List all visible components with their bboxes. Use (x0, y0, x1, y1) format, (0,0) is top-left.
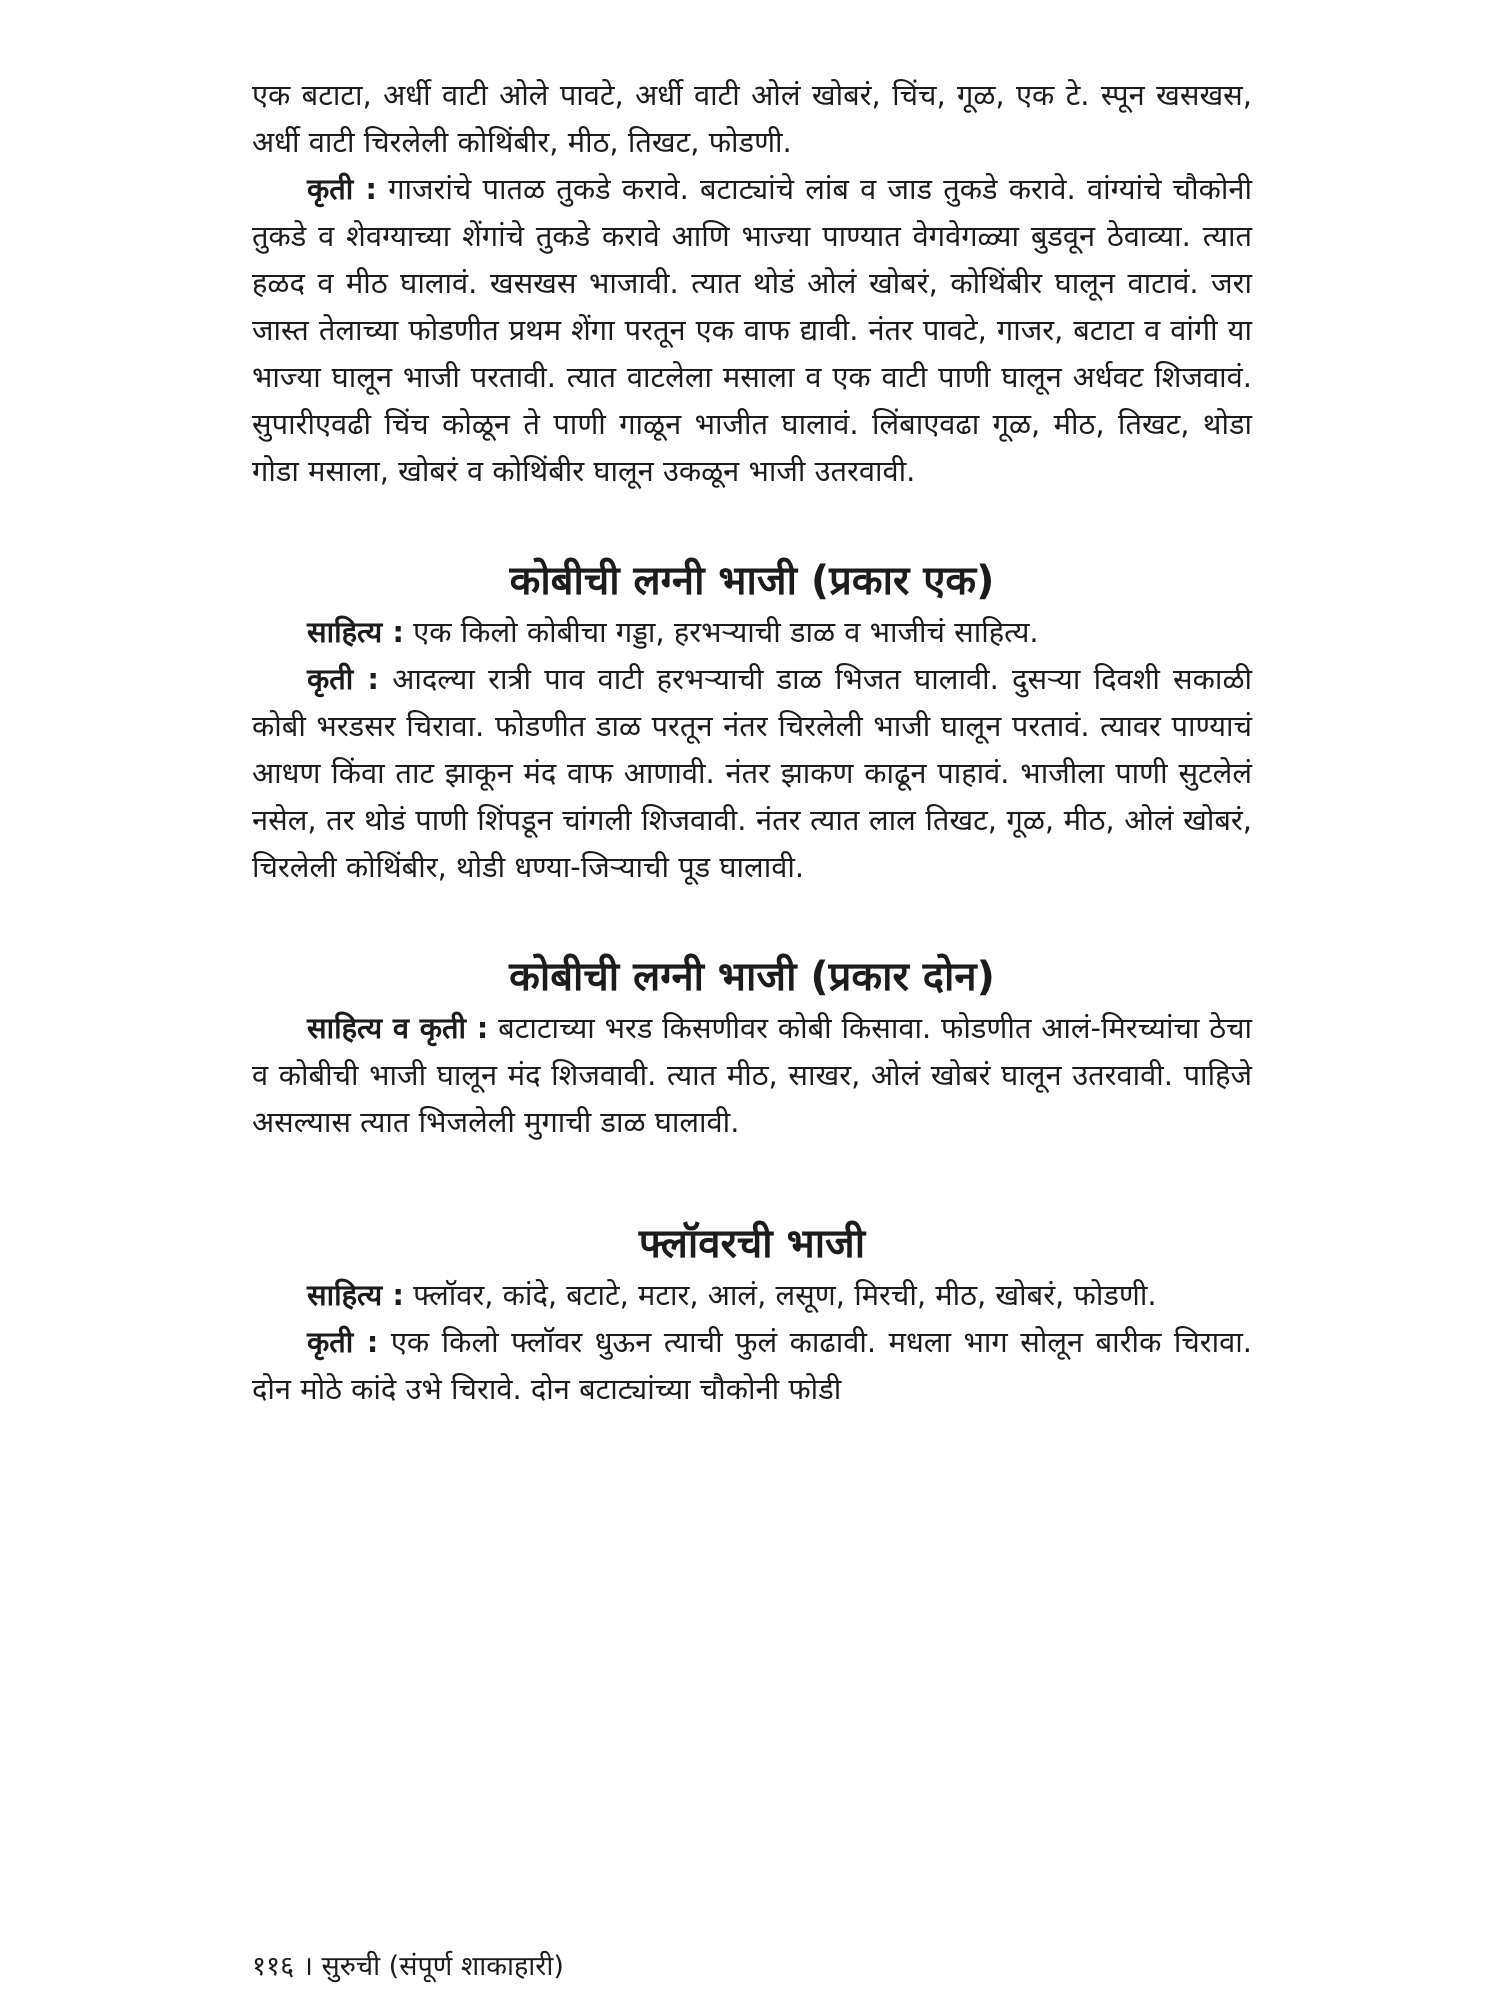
cabbage-one-ingredients (252, 609, 1252, 656)
book-title: सुरुची (संपूर्ण शाकाहारी) (321, 1951, 564, 1982)
ingredients-label: साहित्य : (307, 1278, 404, 1312)
method-text: आदल्या रात्री पाव वाटी हरभऱ्याची डाळ भिजत घालावी. दुसऱ्या दिवशी सकाळी कोबी भरडसर चिरावा. फोडणीत डाळ परतून नंतर चिरलेली भाजी घालून परतावं. त्यावर पाण्याचं आधण किंवा ताट झाकून मंद वाफ आणावी. नंतर झाकण काढून पाहावं. भाजीला पाणी सुटलेलं नसेल, तर थोडं पाणी शिंपडून चांगली शिजवावी. नंतर त्यात लाल तिखट, गूळ, मीठ, ओलं खोबरं, चिरलेली कोथिंबीर, थोडी धण्या-जिऱ्याची पूड घालावी. (252, 662, 1252, 884)
method-text: गाजरांचे पातळ तुकडे करावे. बटाट्यांचे लांब व जाड तुकडे करावे. वांग्यांचे चौकोनी तुकडे व शेवग्याच्या शेंगांचे तुकडे करावे आणि भाज्या पाण्यात वेगवेगळ्या बुडवून ठेवाव्या. त्यात हळद व मीठ घालावं. खसखस भाजावी. त्यात थोडं ओलं खोबरं, कोथिंबीर घालून वाटावं. जरा जास्त तेलाच्या फोडणीत प्रथम शेंगा परतून एक वाफ द्यावी. नंतर पावटे, गाजर, बटाटा व वांगी या भाज्या घालून भाजी परतावी. त्यात वाटलेला मसाला व एक वाटी पाणी घालून अर्धवट शिजवावं. सुपारीएवढी चिंच कोळून ते पाणी गाळून भाजीत घालावं. लिंबाएवढा गूळ, मीठ, तिखट, थोडा गोडा मसाला, खोबरं व कोथिंबीर घालून उकळून भाजी उतरवावी. (252, 172, 1253, 488)
ingredients-text: एक किलो कोबीचा गड्डा, हरभऱ्याची डाळ व भाजीचं साहित्य. (413, 615, 1039, 649)
page-footer (252, 1950, 564, 1984)
recipe-title-cauliflower: फ्लॉवरची भाजी (638, 1221, 866, 1267)
footer-separator: । (302, 1951, 313, 1982)
continued-method (252, 166, 1252, 495)
ingredients-method-label: साहित्य व कृती : (307, 1011, 489, 1045)
cauliflower-ingredients (252, 1272, 1252, 1319)
page-number: ११६ (252, 1951, 295, 1982)
continued-ingredients: एक बटाटा, अर्धी वाटी ओले पावटे, अर्धी वाटी ओलं खोबरं, चिंच, गूळ, एक टे. स्पून खसखस, अर्धी वाटी चिरलेली कोथिंबीर, मीठ, तिखट, फोडणी. (252, 78, 1252, 159)
recipe-title-cabbage-one: कोबीची लग्नी भाजी (प्रकार एक) (509, 558, 995, 604)
method-label: कृती : (307, 1325, 379, 1359)
recipe-title-cabbage-two: कोबीची लग्नी भाजी (प्रकार दोन) (509, 954, 995, 1000)
ingredients-label: साहित्य : (307, 615, 404, 649)
cauliflower-method (252, 1319, 1252, 1413)
cabbage-one-method (252, 656, 1252, 891)
method-label: कृती : (307, 172, 377, 206)
cabbage-two-body (252, 1005, 1252, 1146)
ingredients-text: फ्लॉवर, कांदे, बटाटे, मटार, आलं, लसूण, मिरची, मीठ, खोबरं, फोडणी. (413, 1278, 1157, 1312)
page-content (252, 72, 1252, 1413)
method-label: कृती : (307, 662, 380, 696)
method-text: एक किलो फ्लॉवर धुऊन त्याची फुलं काढावी. मधला भाग सोलून बारीक चिरावा. दोन मोठे कांदे उभे चिरावे. दोन बटाट्यांच्या चौकोनी फोडी (252, 1325, 1253, 1406)
body-text: बटाटाच्या भरड किसणीवर कोबी किसावा. फोडणीत आलं-मिरच्यांचा ठेचा व कोबीची भाजी घालून मंद शिजवावी. त्यात मीठ, साखर, ओलं खोबरं घालून उतरवावी. पाहिजे असल्यास त्यात भिजलेली मुगाची डाळ घालावी. (252, 1011, 1253, 1139)
